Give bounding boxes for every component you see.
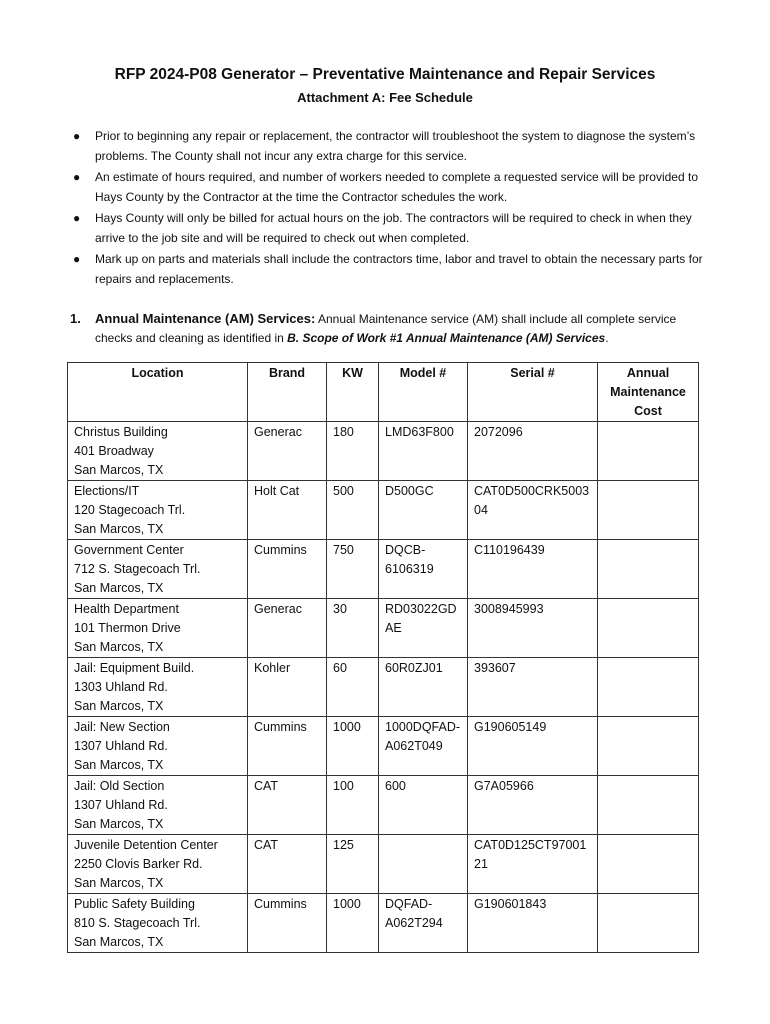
location-name: Public Safety Building [74, 897, 195, 911]
kw-cell: 1000 [327, 894, 379, 953]
table-row [68, 658, 699, 717]
section-number: 1. [70, 311, 81, 326]
bullet-icon: ● [73, 129, 81, 143]
brand-cell: Generac [248, 422, 327, 481]
annual-cost-cell[interactable] [598, 422, 699, 481]
location-name: Jail: Equipment Build. [74, 661, 195, 675]
location-city: San Marcos, TX [74, 522, 164, 536]
requirements-list [70, 126, 710, 290]
model-cell: 600 [379, 776, 468, 835]
location-city: San Marcos, TX [74, 935, 164, 949]
list-item: ● Prior to beginning any repair or replacement, the contractor will troubleshoot the system to diagnose the system’s problems. The County shall not incur any extra charge for this service. [70, 126, 710, 166]
bullet-icon: ● [73, 211, 81, 225]
location-city: San Marcos, TX [74, 581, 164, 595]
list-item: ● Mark up on parts and materials shall include the contractors time, labor and travel to obtain the necessary parts for repairs and replacements. [70, 249, 710, 289]
location-name: Jail: Old Section [74, 779, 165, 793]
serial-cell: CAT0D500CRK500304 [468, 481, 598, 540]
location-cell [68, 599, 248, 658]
location-city: San Marcos, TX [74, 817, 164, 831]
serial-cell: 2072096 [468, 422, 598, 481]
location-name: Jail: New Section [74, 720, 170, 734]
model-cell: RD03022GDAE [379, 599, 468, 658]
brand-cell: Generac [248, 599, 327, 658]
location-street: 1307 Uhland Rd. [74, 739, 168, 753]
annual-cost-cell[interactable] [598, 481, 699, 540]
header-location: Location [68, 363, 248, 422]
kw-cell: 30 [327, 599, 379, 658]
bullet-icon: ● [73, 170, 81, 184]
location-name: Health Department [74, 602, 179, 616]
section-heading: Annual Maintenance (AM) Services: [95, 311, 316, 326]
model-cell: 60R0ZJ01 [379, 658, 468, 717]
table-row [68, 717, 699, 776]
header-serial: Serial # [468, 363, 598, 422]
table-row [68, 422, 699, 481]
serial-cell: C110196439 [468, 540, 598, 599]
location-street: 810 S. Stagecoach Trl. [74, 916, 201, 930]
location-cell [68, 894, 248, 953]
location-street: 1303 Uhland Rd. [74, 680, 168, 694]
location-city: San Marcos, TX [74, 699, 164, 713]
model-cell: LMD63F800 [379, 422, 468, 481]
list-item: ● Hays County will only be billed for actual hours on the job. The contractors will be required to check in when they arrive to the job site and will be required to check out when completed. [70, 208, 710, 248]
document-subtitle: Attachment A: Fee Schedule [297, 90, 473, 105]
list-item: ● An estimate of hours required, and number of workers needed to complete a requested service will be provided to Hays County by the Contractor at the time the Contractor schedules the work. [70, 167, 710, 207]
brand-cell: Kohler [248, 658, 327, 717]
location-cell [68, 717, 248, 776]
fee-schedule-table [67, 362, 699, 953]
bullet-icon: ● [73, 252, 81, 266]
serial-cell: G190601843 [468, 894, 598, 953]
annual-cost-cell[interactable] [598, 658, 699, 717]
location-name: Government Center [74, 543, 184, 557]
location-cell [68, 658, 248, 717]
header-kw: KW [327, 363, 379, 422]
table-header-row [68, 363, 699, 422]
annual-cost-cell[interactable] [598, 599, 699, 658]
serial-cell: 393607 [468, 658, 598, 717]
brand-cell: Cummins [248, 717, 327, 776]
annual-cost-cell[interactable] [598, 894, 699, 953]
brand-cell: Holt Cat [248, 481, 327, 540]
location-street: 712 S. Stagecoach Trl. [74, 562, 201, 576]
table-body [68, 422, 699, 953]
table-row [68, 835, 699, 894]
location-street: 101 Thermon Drive [74, 621, 181, 635]
location-city: San Marcos, TX [74, 876, 164, 890]
annual-cost-cell[interactable] [598, 776, 699, 835]
table-row [68, 540, 699, 599]
table-row [68, 481, 699, 540]
location-cell [68, 835, 248, 894]
section-annual-maintenance [70, 309, 700, 348]
header-model: Model # [379, 363, 468, 422]
table-row [68, 894, 699, 953]
kw-cell: 750 [327, 540, 379, 599]
table-row [68, 776, 699, 835]
header-brand: Brand [248, 363, 327, 422]
kw-cell: 100 [327, 776, 379, 835]
location-cell [68, 540, 248, 599]
brand-cell: Cummins [248, 540, 327, 599]
serial-cell: G7A05966 [468, 776, 598, 835]
location-cell [68, 422, 248, 481]
model-cell: DQCB-6106319 [379, 540, 468, 599]
location-cell [68, 481, 248, 540]
location-street: 1307 Uhland Rd. [74, 798, 168, 812]
brand-cell: Cummins [248, 894, 327, 953]
kw-cell: 60 [327, 658, 379, 717]
document-title: RFP 2024-P08 Generator – Preventative Maintenance and Repair Services [114, 66, 656, 83]
location-name: Elections/IT [74, 484, 140, 498]
kw-cell: 180 [327, 422, 379, 481]
location-city: San Marcos, TX [74, 758, 164, 772]
location-street: 2250 Clovis Barker Rd. [74, 857, 203, 871]
location-cell [68, 776, 248, 835]
model-cell: DQFAD-A062T294 [379, 894, 468, 953]
location-city: San Marcos, TX [74, 463, 164, 477]
section-text: Annual Maintenance (AM) Services: Annual Maintenance service (AM) shall include all complete service checks and cleaning as identified in B. Scope of Work #1 Annual Maintenance (AM) Services. [95, 311, 677, 345]
kw-cell: 125 [327, 835, 379, 894]
scope-reference: B. Scope of Work #1 Annual Maintenance (AM) Services [287, 331, 606, 345]
header-annual-cost: Annual Maintenance Cost [598, 363, 699, 422]
location-street: 120 Stagecoach Trl. [74, 503, 186, 517]
serial-cell: G190605149 [468, 717, 598, 776]
annual-cost-cell[interactable] [598, 540, 699, 599]
kw-cell: 1000 [327, 717, 379, 776]
model-cell: 1000DQFAD-A062T049 [379, 717, 468, 776]
brand-cell: CAT [248, 835, 327, 894]
brand-cell: CAT [248, 776, 327, 835]
location-city: San Marcos, TX [74, 640, 164, 654]
serial-cell: 3008945993 [468, 599, 598, 658]
table-row [68, 599, 699, 658]
serial-cell: CAT0D125CT9700121 [468, 835, 598, 894]
location-street: 401 Broadway [74, 444, 154, 458]
location-name: Juvenile Detention Center [74, 838, 218, 852]
model-cell [379, 835, 468, 894]
model-cell: D500GC [379, 481, 468, 540]
location-name: Christus Building [74, 425, 168, 439]
kw-cell: 500 [327, 481, 379, 540]
annual-cost-cell[interactable] [598, 835, 699, 894]
annual-cost-cell[interactable] [598, 717, 699, 776]
